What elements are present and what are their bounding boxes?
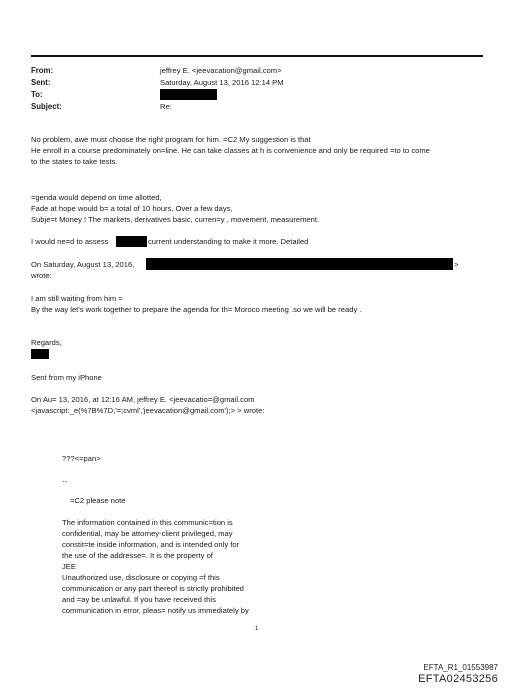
subject-label: Subject: — [31, 102, 62, 111]
body-line: I would ne=d to assess — [31, 237, 109, 246]
redaction-sender — [146, 258, 453, 270]
body-line: Fade at hope would b= a total of 10 hours, Over a few days, — [31, 204, 233, 213]
redaction-to — [160, 89, 217, 100]
disclaimer-line: and =ay be unlawful. If you have received this — [62, 595, 216, 604]
bates-number-small: EFTA_R1_01553987 — [423, 663, 498, 672]
disclaimer-line: the use of the addresse=. It is the property of — [62, 551, 213, 560]
body-line: wrote: — [31, 271, 52, 280]
regards: Regards, — [31, 338, 62, 347]
bates-number-large: EFTA02453256 — [418, 673, 498, 685]
disclaimer-line: JEE — [62, 562, 76, 571]
disclaimer-line: constit=te inside information, and is intended only for — [62, 540, 240, 549]
disclaimer-line: The information contained in this communic=tion is — [62, 518, 233, 527]
sent-label: Sent: — [31, 78, 51, 87]
body-line: I am still waiting from him = — [31, 294, 123, 303]
body-line: No problem, awe must choose the right program for him. =C2 My suggestion is that — [31, 135, 311, 144]
page-number: 1 — [255, 626, 259, 632]
quote-line: On Au= 13, 2016, at 12:16 AM, jeffrey E. <jeevacatio=@gmail.com — [31, 395, 255, 404]
body-line: =genda would depend on time allotted, — [31, 193, 162, 202]
body-line: He enroll in a course predominately on=line. He can take classes at h is convenience and only be required =to to come — [31, 146, 430, 155]
redaction-name — [116, 236, 147, 247]
subject-value: Re: — [160, 102, 172, 111]
quote-line: -- — [62, 477, 68, 486]
disclaimer-line: Unauthorized use, disclosure or copying =f this — [62, 573, 220, 582]
body-line: By the way let's work together to prepare the agenda for th= Moroco meeting .so we will be ready . — [31, 305, 362, 314]
disclaimer-line: communication in error, pleas= notify us immediately by — [62, 606, 249, 615]
body-line: to the states to take tests. — [31, 157, 118, 166]
sent-from: Sent from my iPhone — [31, 373, 102, 382]
disclaimer-line: confidential, may be attorney-client privileged, may — [62, 529, 233, 538]
from-value: jeffrey E. <jeevacation@gmail.com> — [160, 66, 282, 75]
sent-value: Saturday, August 13, 2016 12:14 PM — [160, 78, 284, 87]
body-line: Subje=t Money ! The markets, derivatives basic, curren=y , movement, measurement. — [31, 215, 320, 224]
quote-line: =C2 please note — [70, 496, 126, 505]
redaction-signature — [31, 349, 49, 359]
disclaimer-line: communication or any part thereof is strictly prohibited — [62, 584, 244, 593]
from-label: From: — [31, 66, 54, 75]
header-rule — [31, 55, 483, 57]
to-label: To: — [31, 90, 43, 99]
quote-line: <javascript:_e(%7B%7D,'=;cvml','jeevacation@gmail.com');> > wrote: — [31, 406, 265, 415]
body-line: > — [454, 260, 459, 269]
quote-line: ???<=pan> — [62, 454, 101, 463]
body-line: current understanding to make it more. Detailed — [148, 237, 309, 246]
body-line: On Saturday, August 13, 2016, — [31, 260, 135, 269]
